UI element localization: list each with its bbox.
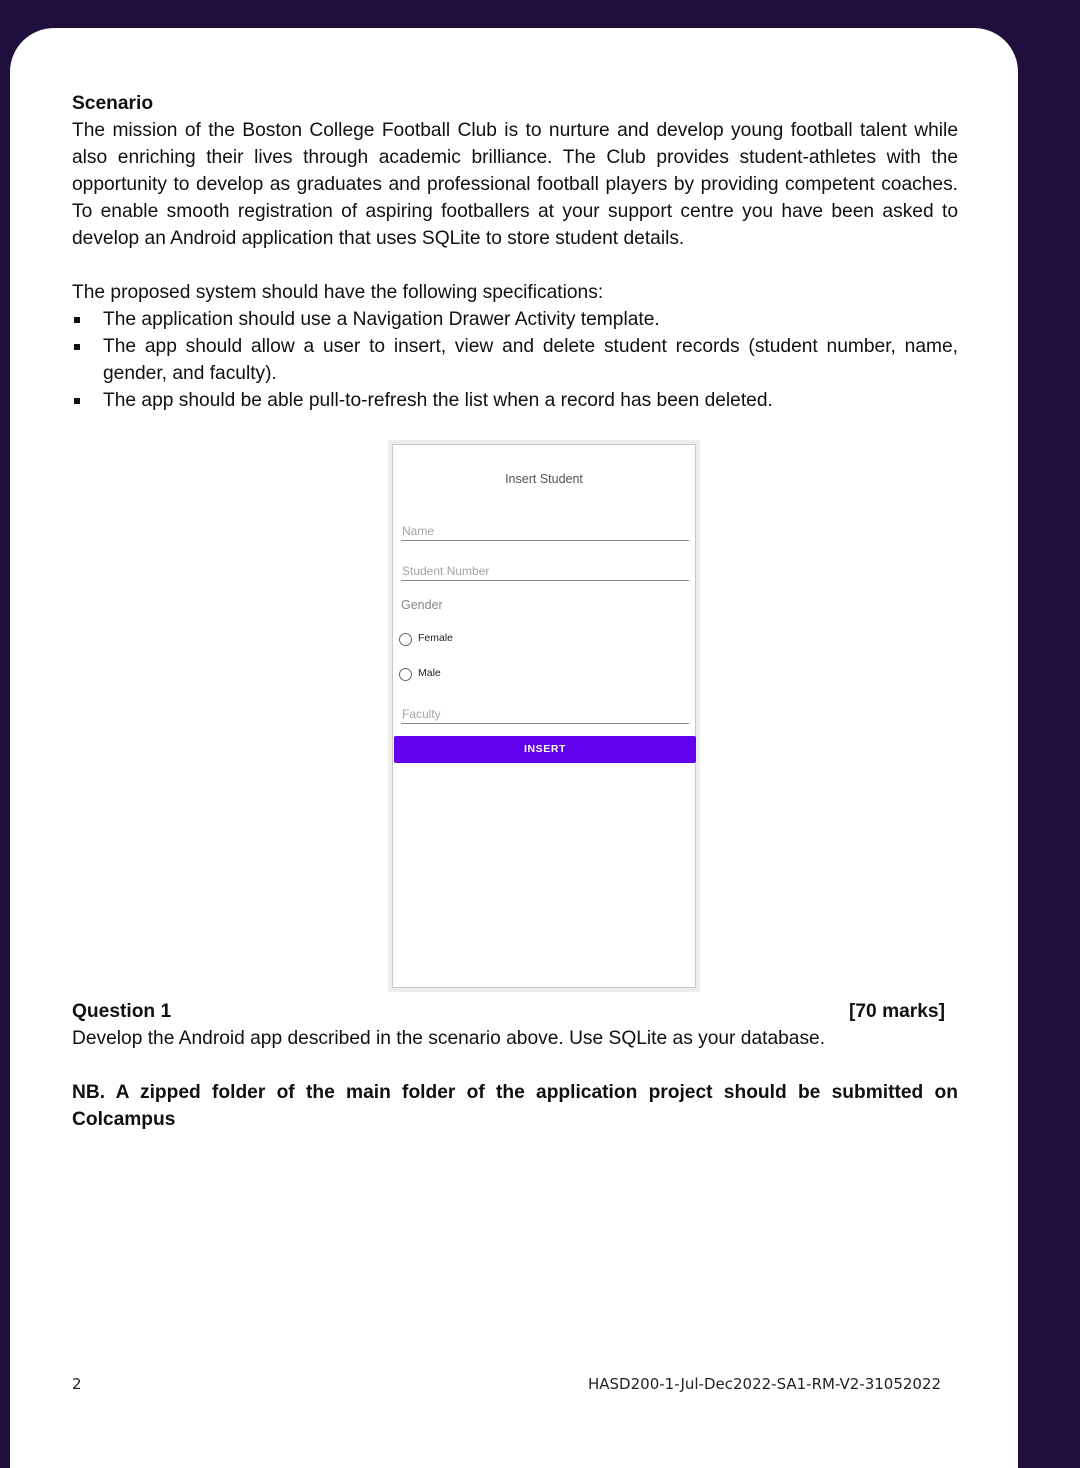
- question-title: Question 1: [72, 1001, 172, 1022]
- app-screen: [392, 444, 696, 988]
- student-number-placeholder: Student Number: [402, 564, 490, 578]
- app-mockup-screenshot: [388, 440, 700, 992]
- list-item: [72, 387, 958, 414]
- bullet-icon: [74, 344, 80, 350]
- list-item: [72, 306, 958, 333]
- question-section: [72, 998, 958, 1133]
- radio-circle-icon: [399, 633, 412, 646]
- specs-intro: The proposed system should have the following specifications:: [72, 282, 604, 303]
- question-text: Develop the Android app described in the scenario above. Use SQLite as your database.: [72, 1028, 826, 1049]
- student-number-field: [401, 560, 689, 581]
- page-number: 2: [72, 1375, 82, 1393]
- name-field: [401, 520, 689, 541]
- faculty-placeholder: Faculty: [402, 707, 441, 721]
- document-code: HASD200-1-Jul-Dec2022-SA1-RM-V2-31052022: [588, 1375, 942, 1393]
- screen-title: Insert Student: [505, 472, 583, 486]
- spec-text: The application should use a Navigation Drawer Activity template.: [103, 309, 660, 330]
- scenario-paragraph: The mission of the Boston College Football Club is to nurture and develop young football talent while also enriching their lives through academic brilliance. The Club provides student-athletes with the opportunity to develop as graduates and professional football players by providing competent coaches. To enable smooth registration of aspiring footballers at your support centre you have been asked to develop an Android application that uses SQLite to store student details.: [72, 120, 958, 249]
- spacer: [72, 252, 958, 279]
- gender-label: Gender: [401, 598, 443, 612]
- male-label: Male: [418, 667, 441, 679]
- spec-text: The app should be able pull-to-refresh the list when a record has been deleted.: [103, 390, 773, 411]
- insert-button: INSERT: [394, 736, 696, 763]
- spec-text: The app should allow a user to insert, view and delete student records (student number, name, gender, and faculty).: [103, 336, 958, 384]
- list-item: [72, 333, 958, 387]
- bullet-icon: [74, 398, 80, 404]
- scenario-heading: Scenario: [72, 93, 154, 114]
- spacer: [72, 1052, 958, 1079]
- scenario-section: [72, 90, 958, 414]
- faculty-field: [401, 703, 689, 724]
- question-header: [72, 998, 958, 1025]
- nb-note: NB. A zipped folder of the main folder of the application project should be submitted on Colcampus: [72, 1082, 958, 1130]
- bullet-icon: [74, 317, 80, 323]
- radio-circle-icon: [399, 668, 412, 681]
- female-label: Female: [418, 632, 454, 644]
- name-placeholder: Name: [402, 524, 435, 538]
- specs-list: [72, 306, 958, 414]
- question-marks: [70 marks]: [849, 1001, 945, 1022]
